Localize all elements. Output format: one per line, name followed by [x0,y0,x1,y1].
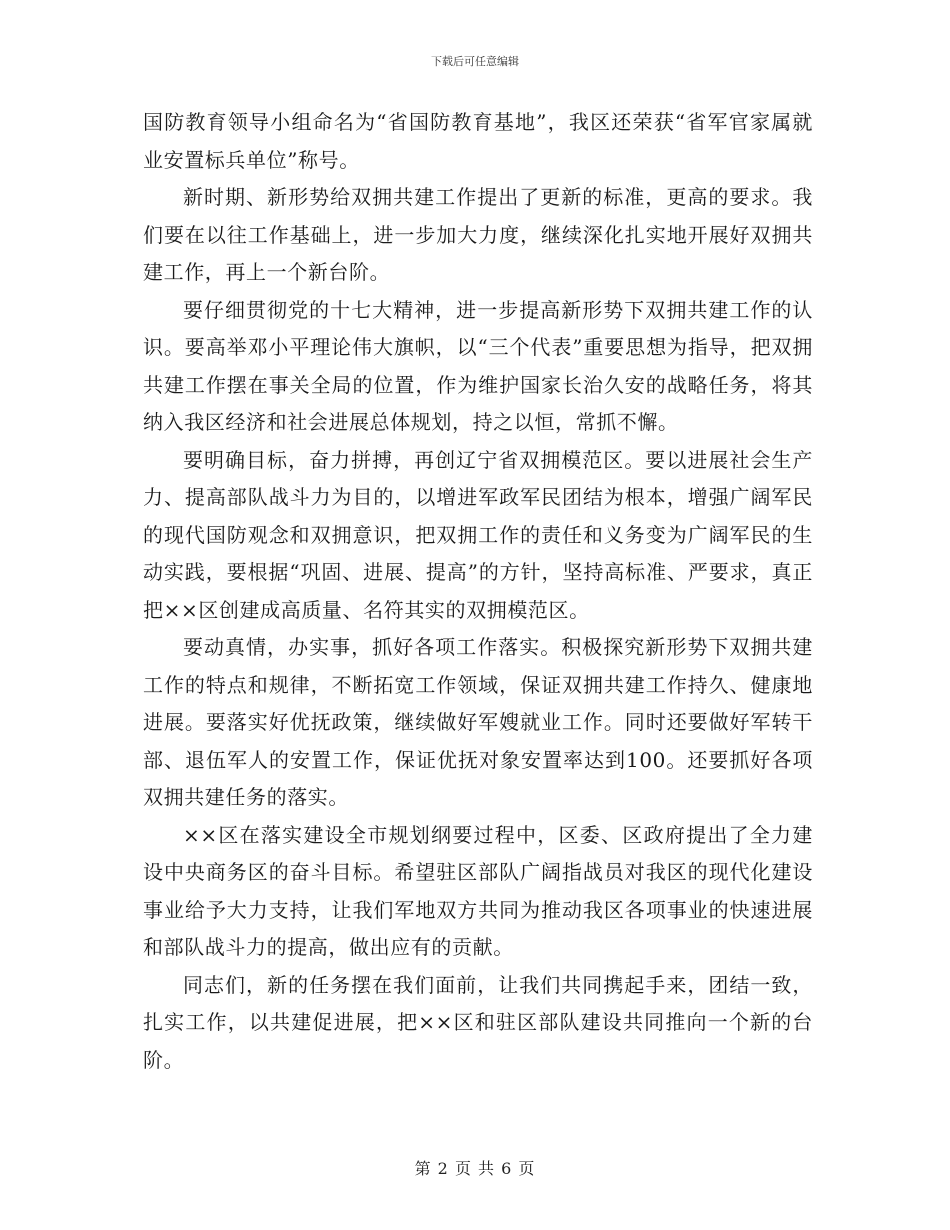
paragraph-3: 要仔细贯彻党的十七大精神，进一步提高新形势下双拥共建工作的认识。要高举邓小平理论伟大旗帜，以“三个代表”重要思想为指导，把双拥共建工作摆在事关全局的位置，作为维护国家长治久安的战略任务，将其纳入我区经济和社会进展总体规划，持之以恒，常抓不懈。 [143,297,813,434]
paragraph-6: ××区在落实建设全市规划纲要过程中，区委、区政府提出了全力建设中央商务区的奋斗目标。希望驻区部队广阔指战员对我区的现代化建设事业给予大力支持，让我们军地双方共同为推动我区各项事业的快速进展和部队战斗力的提高，做出应有的贡献。 [143,822,813,959]
page-number: 第 2 页 共 6 页 [414,1159,536,1178]
header-note: 下载后可任意编辑 [431,55,519,68]
paragraph-5: 要动真情，办实事，抓好各项工作落实。积极探究新形势下双拥共建工作的特点和规律，不断拓宽工作领域，保证双拥共建工作持久、健康地进展。要落实好优抚政策，继续做好军嫂就业工作。同时还要做好军转干部、退伍军人的安置工作，保证优抚对象安置率达到100。还要抓好各项双拥共建任务的落实。 [143,635,813,809]
paragraph-7: 同志们，新的任务摆在我们面前，让我们共同携起手来，团结一致，扎实工作，以共建促进展，把××区和驻区部队建设共同推向一个新的台阶。 [143,972,813,1072]
paragraph-4: 要明确目标，奋力拼搏，再创辽宁省双拥模范区。要以进展社会生产力、提高部队战斗力为目的，以增进军政军民团结为根本，增强广阔军民的现代国防观念和双拥意识，把双拥工作的责任和义务变为广阔军民的生动实践，要根据“巩固、进展、提高”的方针，坚持高标准、严要求，真正把××区创建成高质量、名符其实的双拥模范区。 [143,447,813,622]
paragraph-1: 国防教育领导小组命名为“省国防教育基地”，我区还荣获“省军官家属就业安置标兵单位”称号。 [143,110,813,172]
document-body [143,104,813,1079]
paragraph-2: 新时期、新形势给双拥共建工作提出了更新的标准，更高的要求。我们要在以往工作基础上，进一步加大力度，继续深化扎实地开展好双拥共建工作，再上一个新台阶。 [143,185,813,284]
